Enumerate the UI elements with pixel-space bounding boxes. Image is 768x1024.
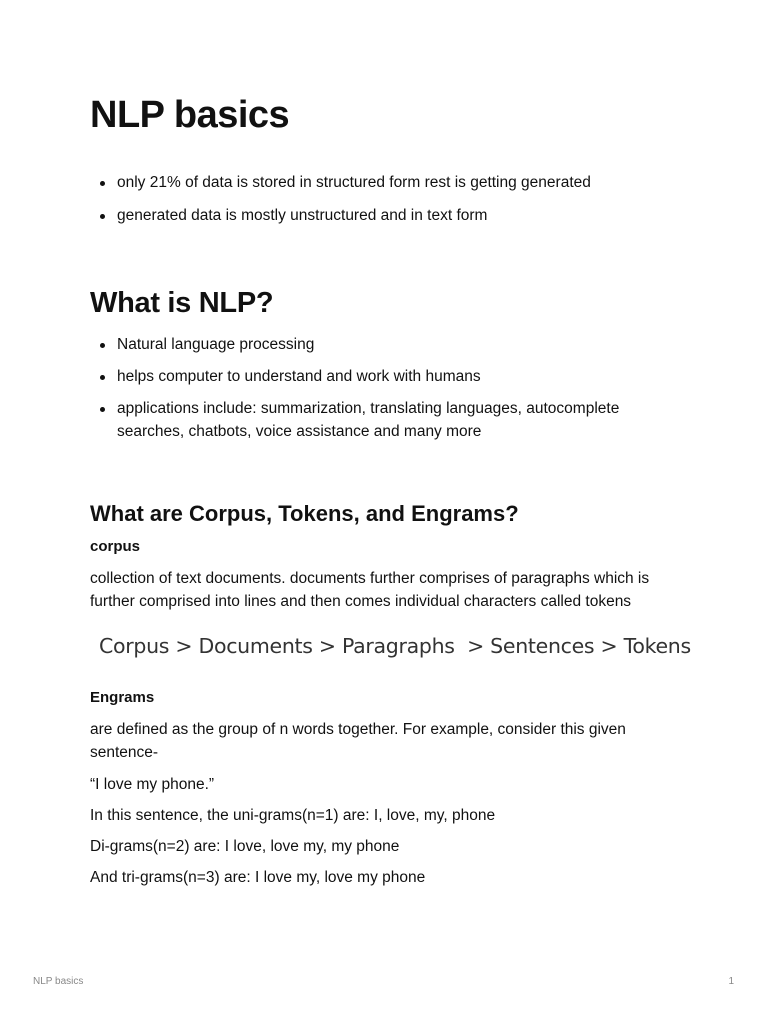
trigrams-line: And tri-grams(n=3) are: I love my, love my phone xyxy=(90,869,426,886)
engrams-definition: are defined as the group of n words together. For example, consider this given sentence- xyxy=(90,721,626,761)
list-item: applications include: summarization, translating languages, autocomplete searches, chatbots, voice assistance and many more xyxy=(90,397,670,443)
list-item: Natural language processing xyxy=(90,333,670,356)
list-item: only 21% of data is stored in structured form rest is getting generated xyxy=(90,171,670,194)
corpus-label: corpus xyxy=(90,538,141,555)
page-title: NLP basics xyxy=(90,94,290,136)
intro-bullet-list xyxy=(90,171,670,227)
section-heading-corpus: What are Corpus, Tokens, and Engrams? xyxy=(90,501,519,526)
example-sentence: “I love my phone.” xyxy=(90,776,215,793)
list-item: generated data is mostly unstructured and in text form xyxy=(90,204,670,227)
engrams-label: Engrams xyxy=(90,689,155,706)
list-item: helps computer to understand and work with humans xyxy=(90,365,670,388)
corpus-definition: collection of text documents. documents further comprises of paragraphs which is further comprised into lines and then comes individual characters called tokens xyxy=(90,570,650,610)
corpus-hierarchy-figure: Corpus > Documents > Paragraphs > Sentences > Tokens xyxy=(99,634,691,658)
footer-page-number: 1 xyxy=(728,976,734,987)
unigrams-line: In this sentence, the uni-grams(n=1) are: I, love, my, phone xyxy=(90,807,496,824)
nlp-bullet-list xyxy=(90,333,670,443)
footer-document-title: NLP basics xyxy=(33,976,84,987)
digrams-line: Di-grams(n=2) are: I love, love my, my phone xyxy=(90,838,400,855)
section-heading-nlp: What is NLP? xyxy=(90,287,274,319)
